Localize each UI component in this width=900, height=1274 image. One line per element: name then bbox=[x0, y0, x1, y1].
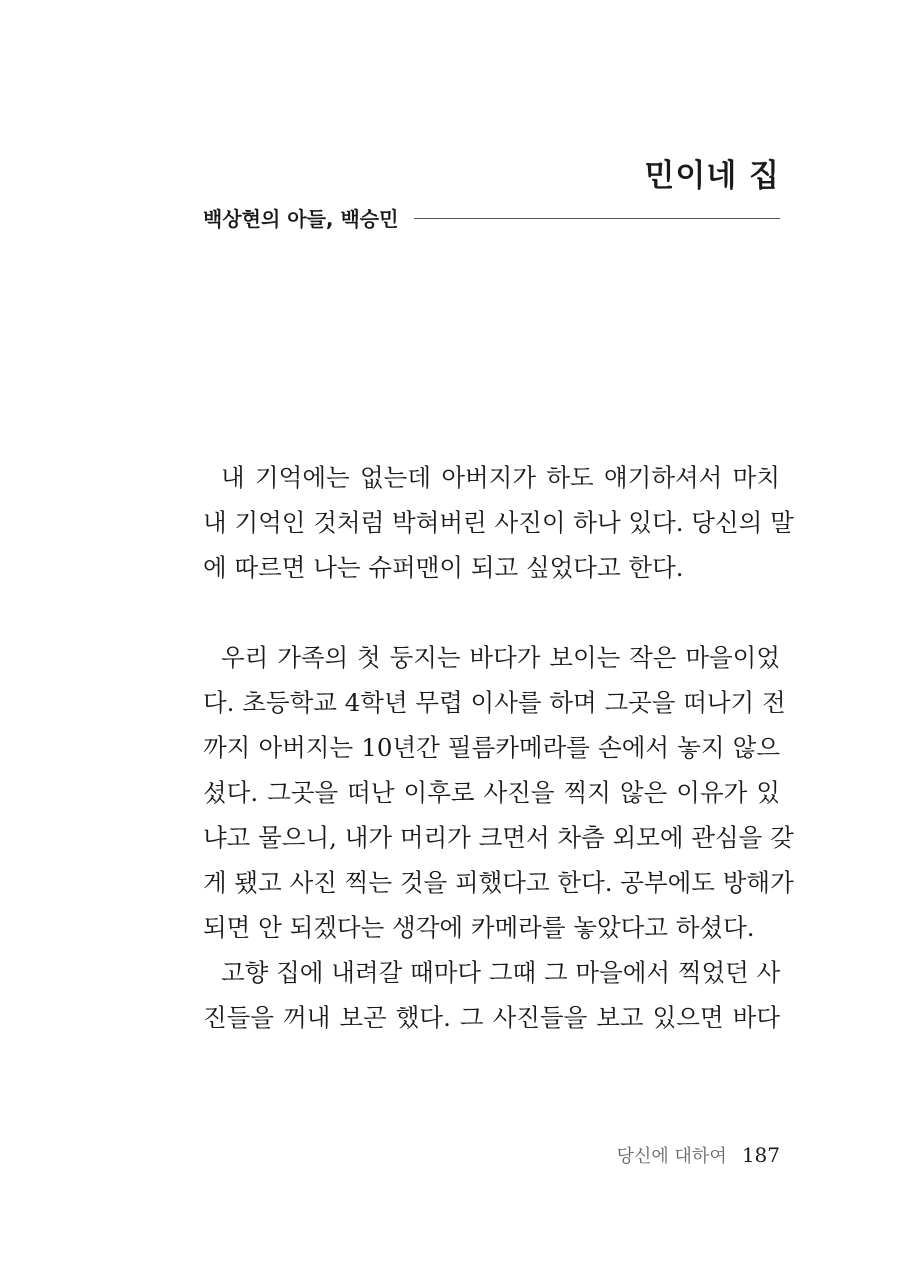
text-line: 진들을 꺼내 보곤 했다. 그 사진들을 보고 있으면 바다 bbox=[203, 1003, 780, 1032]
text-line: 내 기억에는 없는데 아버지가 하도 얘기하셔서 마치 bbox=[221, 463, 780, 492]
chapter-subtitle-row bbox=[203, 203, 780, 231]
running-footer-section: 당신에 대하여 bbox=[616, 1146, 727, 1167]
chapter-subtitle: 백상현의 아들, 백승민 bbox=[203, 206, 399, 231]
text-line: 다. 초등학교 4학년 무렵 이사를 하며 그곳을 떠나기 전 bbox=[203, 688, 786, 717]
text-line: 게 됐고 사진 찍는 것을 피했다고 한다. 공부에도 방해가 bbox=[203, 868, 794, 897]
paragraph-1 bbox=[203, 455, 794, 590]
subtitle-divider bbox=[414, 218, 780, 219]
page-number: 187 bbox=[741, 1143, 780, 1167]
text-line: 에 따르면 나는 슈퍼맨이 되고 싶었다고 한다. bbox=[203, 553, 684, 582]
paragraph-gap bbox=[203, 590, 780, 635]
text-line: 내 기억인 것처럼 박혀버린 사진이 하나 있다. 당신의 말 bbox=[203, 508, 794, 537]
paragraph-2 bbox=[203, 635, 794, 950]
paragraph-3 bbox=[203, 950, 780, 1040]
body-text bbox=[203, 455, 794, 1040]
page-footer bbox=[617, 1142, 780, 1168]
chapter-title: 민이네 집 bbox=[644, 158, 780, 194]
text-line: 냐고 물으니, 내가 머리가 크면서 차츰 외모에 관심을 갖 bbox=[203, 823, 794, 852]
text-line: 까지 아버지는 10년간 필름카메라를 손에서 놓지 않으 bbox=[203, 733, 780, 762]
text-line: 되면 안 되겠다는 생각에 카메라를 놓았다고 하셨다. bbox=[203, 913, 755, 942]
text-line: 셨다. 그곳을 떠난 이후로 사진을 찍지 않은 이유가 있 bbox=[203, 778, 780, 807]
text-line: 고향 집에 내려갈 때마다 그때 그 마을에서 찍었던 사 bbox=[221, 958, 781, 987]
text-line: 우리 가족의 첫 둥지는 바다가 보이는 작은 마을이었 bbox=[221, 643, 780, 672]
